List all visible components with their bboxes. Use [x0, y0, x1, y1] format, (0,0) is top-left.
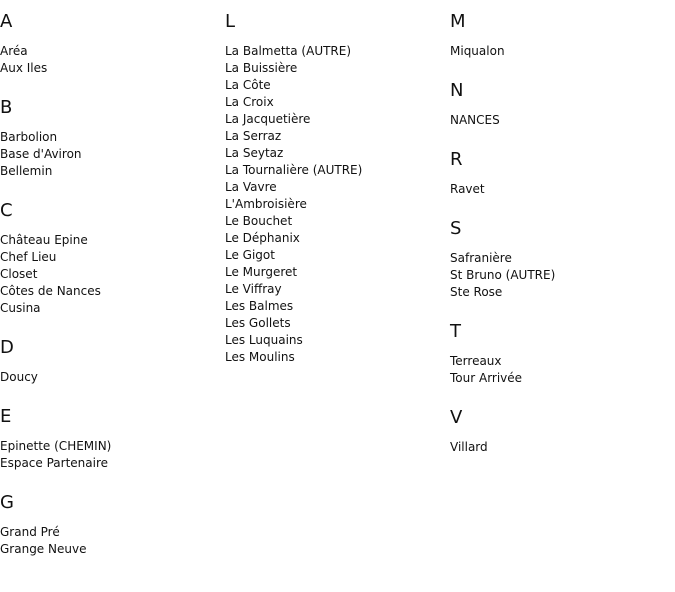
street-list — [450, 43, 675, 60]
letter-group — [0, 201, 225, 317]
street-link[interactable]: La Seytaz — [225, 146, 284, 160]
letter-heading: S — [450, 218, 462, 239]
street-list — [450, 112, 675, 129]
street-link[interactable]: Grange Neuve — [0, 542, 87, 556]
street-link[interactable]: Le Viffray — [225, 282, 282, 296]
street-link[interactable]: Côtes de Nances — [0, 284, 101, 298]
street-link[interactable]: NANCES — [450, 113, 500, 127]
letter-heading: B — [0, 97, 13, 118]
street-link[interactable]: Bellemin — [0, 164, 53, 178]
index-column-1 — [0, 0, 225, 558]
street-link[interactable]: Cusina — [0, 301, 41, 315]
street-list — [0, 43, 225, 77]
street-link[interactable]: Aux Iles — [0, 61, 48, 75]
street-list — [450, 181, 675, 198]
street-link[interactable]: Le Gigot — [225, 248, 275, 262]
street-link[interactable]: Tour Arrivée — [450, 371, 523, 385]
street-list — [225, 43, 450, 366]
letter-heading: V — [450, 407, 463, 428]
letter-group — [225, 12, 450, 366]
letter-heading: N — [450, 80, 464, 101]
letter-heading: R — [450, 149, 463, 170]
street-link[interactable]: Espace Partenaire — [0, 456, 109, 470]
street-link[interactable]: Aréa — [0, 44, 28, 58]
street-link[interactable]: Le Murgeret — [225, 265, 298, 279]
letter-group — [0, 338, 225, 386]
street-list — [0, 524, 225, 558]
street-link[interactable]: Les Balmes — [225, 299, 294, 313]
letter-heading: T — [450, 321, 461, 342]
letter-heading: D — [0, 337, 14, 358]
index-column-2 — [225, 0, 450, 366]
street-link[interactable]: La Vavre — [225, 180, 277, 194]
street-link[interactable]: Villard — [450, 440, 488, 454]
letter-heading: A — [0, 11, 13, 32]
letter-heading: L — [225, 11, 236, 32]
street-link[interactable]: Les Gollets — [225, 316, 291, 330]
street-link[interactable]: Les Moulins — [225, 350, 295, 364]
letter-group — [450, 81, 675, 129]
street-link[interactable]: Les Luquains — [225, 333, 303, 347]
street-link[interactable]: La Tournalière (AUTRE) — [225, 163, 363, 177]
street-link[interactable]: Barbolion — [0, 130, 58, 144]
letter-heading: M — [450, 11, 466, 32]
letter-group — [0, 12, 225, 77]
street-link[interactable]: Chef Lieu — [0, 250, 57, 264]
street-link[interactable]: Closet — [0, 267, 38, 281]
street-list — [0, 232, 225, 317]
letter-group — [0, 493, 225, 558]
street-link[interactable]: Miqualon — [450, 44, 505, 58]
letter-group — [0, 98, 225, 180]
street-link[interactable]: La Côte — [225, 78, 271, 92]
street-link[interactable]: La Buissière — [225, 61, 298, 75]
street-link[interactable]: Epinette (CHEMIN) — [0, 439, 112, 453]
street-list — [0, 369, 225, 386]
street-list — [450, 353, 675, 387]
street-link[interactable]: Ste Rose — [450, 285, 503, 299]
street-list — [0, 129, 225, 180]
street-link[interactable]: La Croix — [225, 95, 274, 109]
letter-group — [450, 322, 675, 387]
street-link[interactable]: Safranière — [450, 251, 512, 265]
street-link[interactable]: Le Déphanix — [225, 231, 300, 245]
street-link[interactable]: Ravet — [450, 182, 485, 196]
street-list — [450, 250, 675, 301]
street-link[interactable]: L'Ambroisière — [225, 197, 307, 211]
street-link[interactable]: Doucy — [0, 370, 38, 384]
letter-group — [450, 150, 675, 198]
letter-group — [450, 219, 675, 301]
letter-group — [450, 12, 675, 60]
street-link[interactable]: Le Bouchet — [225, 214, 293, 228]
street-link[interactable]: Château Epine — [0, 233, 88, 247]
street-list — [450, 439, 675, 456]
letter-group — [0, 407, 225, 472]
letter-heading: E — [0, 406, 12, 427]
street-link[interactable]: La Balmetta (AUTRE) — [225, 44, 352, 58]
street-link[interactable]: Grand Pré — [0, 525, 60, 539]
street-link[interactable]: La Jacquetière — [225, 112, 311, 126]
letter-heading: C — [0, 200, 13, 221]
street-link[interactable]: Base d'Aviron — [0, 147, 82, 161]
index-column-3 — [450, 0, 675, 456]
street-link[interactable]: La Serraz — [225, 129, 282, 143]
street-link[interactable]: Terreaux — [450, 354, 502, 368]
letter-heading: G — [0, 492, 14, 513]
letter-group — [450, 408, 675, 456]
street-list — [0, 438, 225, 472]
street-link[interactable]: St Bruno (AUTRE) — [450, 268, 556, 282]
